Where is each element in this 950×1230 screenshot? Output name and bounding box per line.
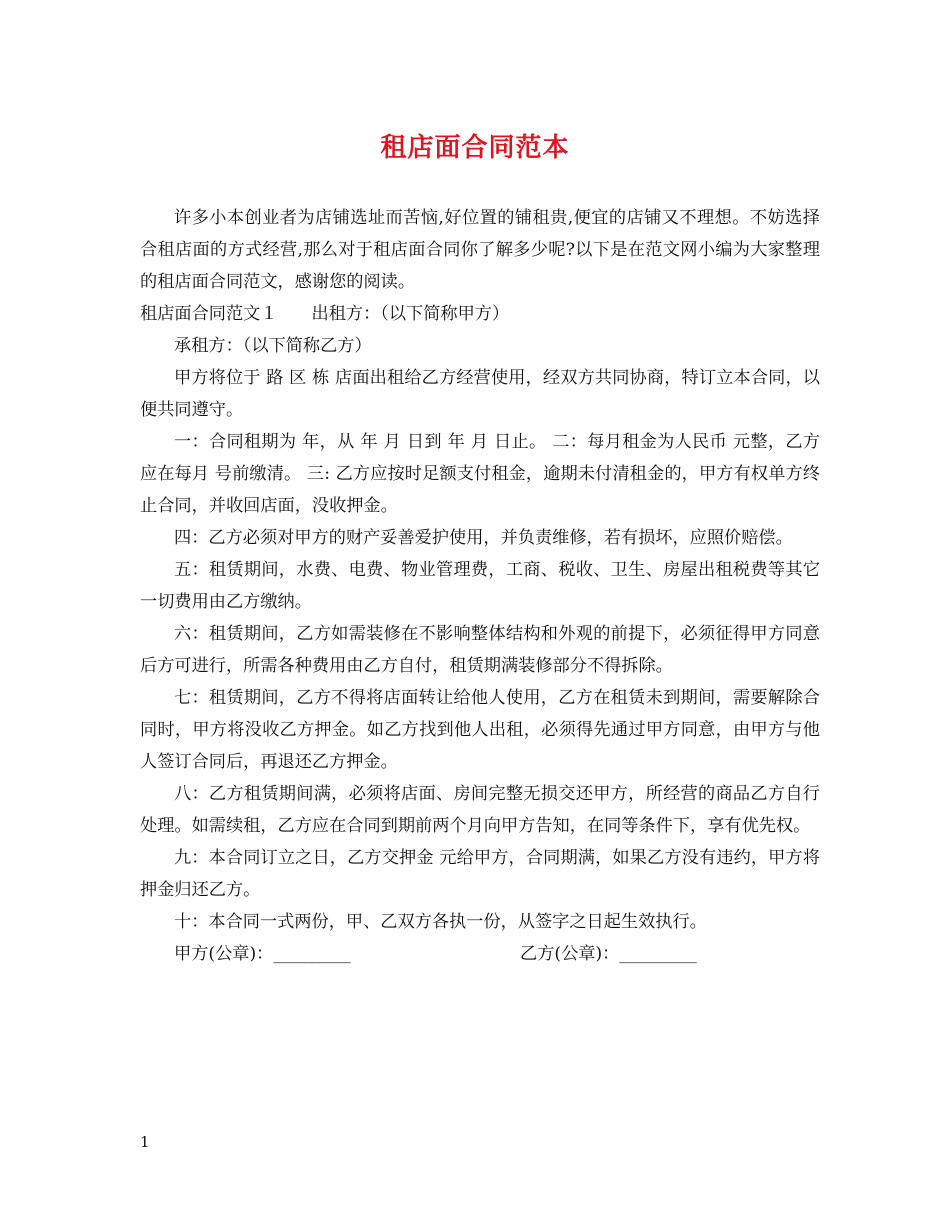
clause-10: 十：本合同一式两份，甲、乙双方各执一份，从签字之日起生效执行。 <box>174 912 707 932</box>
clause-6: 六：租赁期间，乙方如需装修在不影响整体结构和外观的前提下，必须征得甲方同意后方可进行，所需各种费用由乙方自付，租赁期满装修部分不得拆除。 <box>140 624 820 676</box>
clause-5: 五：租赁期间，水费、电费、物业管理费，工商、税收、卫生、房屋出租税费等其它一切费用由乙方缴纳。 <box>140 560 820 612</box>
clause-7: 七：租赁期间，乙方不得将店面转让给他人使用，乙方在租赁未到期间，需要解除合同时，甲方将没收乙方押金。如乙方找到他人出租，必须得先通过甲方同意，由甲方与他人签订合同后，再退还乙方押金。 <box>140 688 820 772</box>
clause-4: 四：乙方必须对甲方的财产妥善爱护使用，并负责维修，若有损坏，应照价赔偿。 <box>174 528 793 548</box>
page-number: 1 <box>140 1133 150 1151</box>
party-a-signature: 甲方(公章)：_________ <box>174 944 351 964</box>
page-title: 租店面合同范本 <box>380 133 570 163</box>
clause-9: 九：本合同订立之日，乙方交押金 元给甲方，合同期满，如果乙方没有违约，甲方将押金归还乙方。 <box>140 848 820 900</box>
clause-1-3: 一：合同租期为 年，从 年 月 日到 年 月 日止。 二：每月租金为人民币 元整，乙方应在每月 号前缴清。 三: 乙方应按时足额支付租金，逾期未付清租金的，甲方有权单方终止合同，并收回店面，没收押金。 <box>140 432 820 516</box>
clause-preamble: 甲方将位于 路 区 栋 店面出租给乙方经营使用，经双方共同协商，特订立本合同，以便共同遵守。 <box>140 368 820 420</box>
sample-heading-line <box>140 298 820 330</box>
signature-row <box>140 938 820 970</box>
document-body <box>140 202 820 970</box>
lessee-line: 承租方：（以下简称乙方） <box>174 336 372 356</box>
party-b-signature: 乙方(公章)：_________ <box>520 944 697 964</box>
clause-8: 八：乙方租赁期间满，必须将店面、房间完整无损交还甲方，所经营的商品乙方自行处理。如需续租，乙方应在合同到期前两个月向甲方告知，在同等条件下，享有优先权。 <box>140 784 820 836</box>
intro-paragraph: 许多小本创业者为店铺选址而苦恼,好位置的铺租贵,便宜的店铺又不理想。不妨选择合租店面的方式经营,那么对于租店面合同你了解多少呢?以下是在范文网小编为大家整理的租店面合同范文，感谢您的阅读。 <box>140 208 820 292</box>
sample-label: 租店面合同范文１ <box>140 304 278 324</box>
lessor-line: 出租方：（以下简称甲方） <box>311 304 510 324</box>
